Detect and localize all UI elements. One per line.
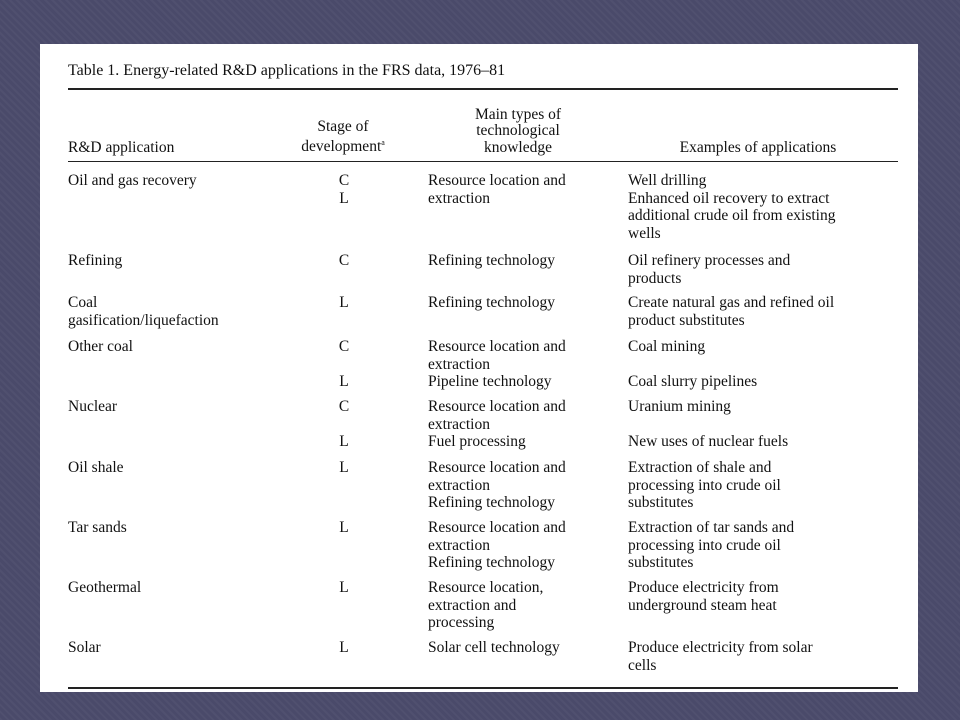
header-line: Examples of applications xyxy=(679,138,837,156)
cell-line: Resource location, xyxy=(428,579,544,596)
header-line: Main types of xyxy=(474,105,562,123)
cell-knowledge xyxy=(428,398,603,451)
cell-line: C xyxy=(338,252,350,269)
cell-examples xyxy=(628,338,898,391)
cell-line: New uses of nuclear fuels xyxy=(628,433,789,450)
cell-examples xyxy=(628,459,898,512)
cell-line: Produce electricity from xyxy=(628,579,779,596)
cell-line: wells xyxy=(628,224,661,242)
cell-knowledge xyxy=(428,338,603,391)
cell-line xyxy=(628,416,898,434)
cell-line: Refining technology xyxy=(428,554,555,571)
cell-line: Solar cell technology xyxy=(428,639,560,656)
cell-line: Oil refinery processes and xyxy=(628,252,791,269)
footnote-marker: a xyxy=(381,138,385,148)
cell-line: Geothermal xyxy=(68,579,142,596)
cell-line: Refining technology xyxy=(428,494,555,511)
header-application xyxy=(68,102,268,156)
cell-line: extraction xyxy=(428,415,490,433)
cell-line: Resource location and xyxy=(428,519,566,536)
cell-line: L xyxy=(339,639,349,656)
header-line xyxy=(283,135,403,156)
cell-line: L xyxy=(339,459,349,476)
cell-line: extraction xyxy=(428,189,490,207)
cell-line: Pipeline technology xyxy=(428,373,552,390)
cell-line: Resource location and xyxy=(428,172,566,189)
cell-line xyxy=(628,356,898,374)
cell-stage xyxy=(338,639,350,657)
cell-line: L xyxy=(339,519,349,536)
cell-stage xyxy=(338,252,350,270)
top-rule xyxy=(68,88,898,90)
cell-examples xyxy=(628,639,898,674)
cell-line: Refining technology xyxy=(428,294,555,311)
cell-examples xyxy=(628,252,898,287)
cell-line: Oil and gas recovery xyxy=(68,172,197,189)
cell-examples xyxy=(628,172,898,242)
cell-knowledge xyxy=(428,639,603,657)
cell-line: processing xyxy=(428,614,495,631)
cell-line: L xyxy=(339,373,349,390)
cell-line: L xyxy=(339,433,349,450)
header-line: knowledge xyxy=(483,138,552,156)
cell-application xyxy=(68,579,268,597)
cell-stage xyxy=(338,338,350,391)
cell-stage xyxy=(338,172,350,207)
cell-line: Tar sands xyxy=(68,519,127,536)
table-caption: Table 1. Energy-related R&D applications in the FRS data, 1976–81 xyxy=(68,62,506,79)
cell-line: Refining technology xyxy=(428,252,555,269)
cell-application xyxy=(68,459,268,477)
cell-line: L xyxy=(339,294,349,311)
cell-line: processing into crude oil xyxy=(628,536,781,554)
cell-line: underground steam heat xyxy=(628,596,777,614)
cell-line: Uranium mining xyxy=(628,398,731,415)
cell-application xyxy=(68,172,268,190)
cell-stage xyxy=(338,459,350,477)
cell-stage xyxy=(338,519,350,537)
cell-line: C xyxy=(338,398,350,415)
header-line: R&D application xyxy=(68,138,175,156)
cell-line: C xyxy=(338,338,350,355)
cell-knowledge xyxy=(428,459,603,512)
cell-line xyxy=(338,416,350,434)
cell-stage xyxy=(338,294,350,312)
cell-examples xyxy=(628,579,898,614)
cell-knowledge xyxy=(428,252,603,270)
cell-line: Produce electricity from solar xyxy=(628,639,813,656)
cell-knowledge xyxy=(428,294,603,312)
bottom-rule xyxy=(68,687,898,689)
header-stage xyxy=(283,102,403,156)
cell-line: Coal mining xyxy=(628,338,706,355)
cell-line: extraction xyxy=(428,476,490,494)
cell-examples xyxy=(628,294,898,329)
cell-line xyxy=(338,356,350,374)
cell-application xyxy=(68,338,268,356)
cell-line: Well drilling xyxy=(628,172,707,189)
cell-line: Enhanced oil recovery to extract xyxy=(628,189,830,207)
cell-line: Create natural gas and refined oil xyxy=(628,294,835,311)
cell-line: Resource location and xyxy=(428,398,566,415)
header-line: technological xyxy=(476,122,560,139)
cell-line: Resource location and xyxy=(428,338,566,355)
cell-examples xyxy=(628,519,898,572)
cell-knowledge xyxy=(428,519,603,572)
header-rule xyxy=(68,161,898,162)
cell-line: Coal slurry pipelines xyxy=(628,373,758,390)
cell-line: cells xyxy=(628,656,657,674)
cell-line: Fuel processing xyxy=(428,433,526,450)
cell-line: Coal xyxy=(68,294,98,311)
cell-stage xyxy=(338,398,350,451)
cell-application xyxy=(68,519,268,537)
cell-line: products xyxy=(628,269,682,287)
cell-line: Resource location and xyxy=(428,459,566,476)
cell-application xyxy=(68,639,268,657)
cell-line: C xyxy=(338,172,350,189)
header-stage-word: development xyxy=(301,138,382,156)
cell-line: Oil shale xyxy=(68,459,124,476)
cell-line: extraction xyxy=(428,536,490,554)
cell-line: additional crude oil from existing xyxy=(628,207,836,224)
cell-line: Extraction of shale and xyxy=(628,459,772,476)
cell-line: processing into crude oil xyxy=(628,476,781,494)
cell-line: L xyxy=(339,189,349,207)
cell-line: Refining xyxy=(68,252,123,269)
header-line: Stage of xyxy=(317,117,369,135)
cell-line: Other coal xyxy=(68,338,133,355)
cell-line: substitutes xyxy=(628,494,694,511)
cell-application xyxy=(68,294,268,329)
header-examples xyxy=(628,102,888,156)
cell-stage xyxy=(338,579,350,597)
cell-application xyxy=(68,252,268,270)
cell-line: Extraction of tar sands and xyxy=(628,519,795,536)
cell-line: gasification/liquefaction xyxy=(68,311,219,329)
cell-line: extraction xyxy=(428,355,490,373)
cell-line: Nuclear xyxy=(68,398,118,415)
header-knowledge xyxy=(448,102,588,156)
cell-knowledge xyxy=(428,579,603,632)
table-document xyxy=(40,44,918,692)
cell-examples xyxy=(628,398,898,451)
cell-line: extraction and xyxy=(428,596,517,614)
cell-application xyxy=(68,398,268,416)
cell-line: L xyxy=(339,579,349,596)
cell-line: substitutes xyxy=(628,554,694,571)
cell-line: product substitutes xyxy=(628,311,745,329)
cell-line: Solar xyxy=(68,639,101,656)
cell-knowledge xyxy=(428,172,603,207)
